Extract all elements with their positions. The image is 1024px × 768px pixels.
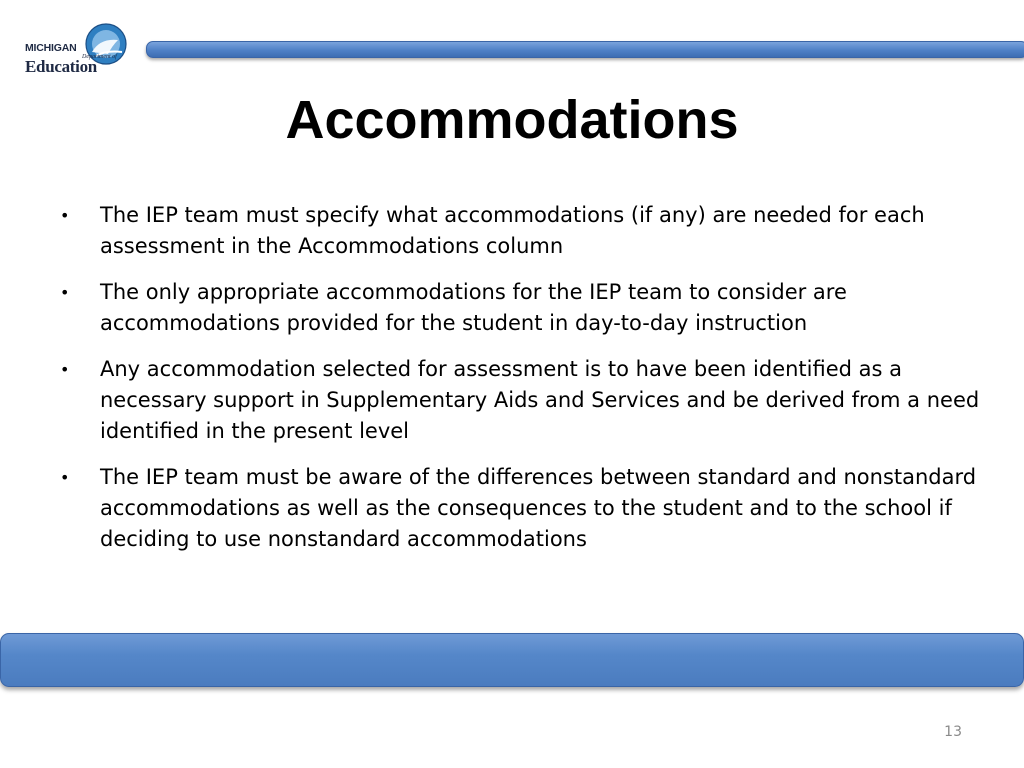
logo-michigan-text: MICHIGAN — [25, 42, 77, 54]
slide-title: Accommodations — [285, 90, 739, 150]
page-number: 13 — [944, 724, 962, 740]
bullet-marker: • — [60, 360, 70, 379]
bullet-marker: • — [60, 283, 70, 302]
bullet-marker: • — [60, 468, 70, 487]
bullet-item — [58, 200, 988, 262]
bullet-item — [58, 277, 988, 339]
bullet-marker: • — [60, 206, 70, 225]
bottom-decorative-bar — [0, 633, 1024, 687]
bullet-list — [58, 200, 988, 570]
top-decorative-bar — [146, 41, 1024, 58]
bullet-text: The IEP team must be aware of the differences between standard and nonstandard accommodations as well as the consequences to the student and to the school if deciding to use nonstandard accommodations — [100, 465, 977, 551]
bullet-item — [58, 462, 988, 555]
logo-education-text: Education — [25, 57, 97, 76]
bullet-item — [58, 354, 988, 447]
michigan-education-logo — [22, 22, 132, 78]
bullet-text: Any accommodation selected for assessment is to have been identified as a necessary support in Supplementary Aids and Services and be derived from a need identified in the present level — [100, 357, 980, 443]
logo-department-text: Department of — [82, 54, 117, 60]
bullet-text: The only appropriate accommodations for the IEP team to consider are accommodations provided for the student in day-to-day instruction — [100, 280, 847, 335]
bullet-text: The IEP team must specify what accommodations (if any) are needed for each assessment in the Accommodations column — [100, 203, 925, 258]
